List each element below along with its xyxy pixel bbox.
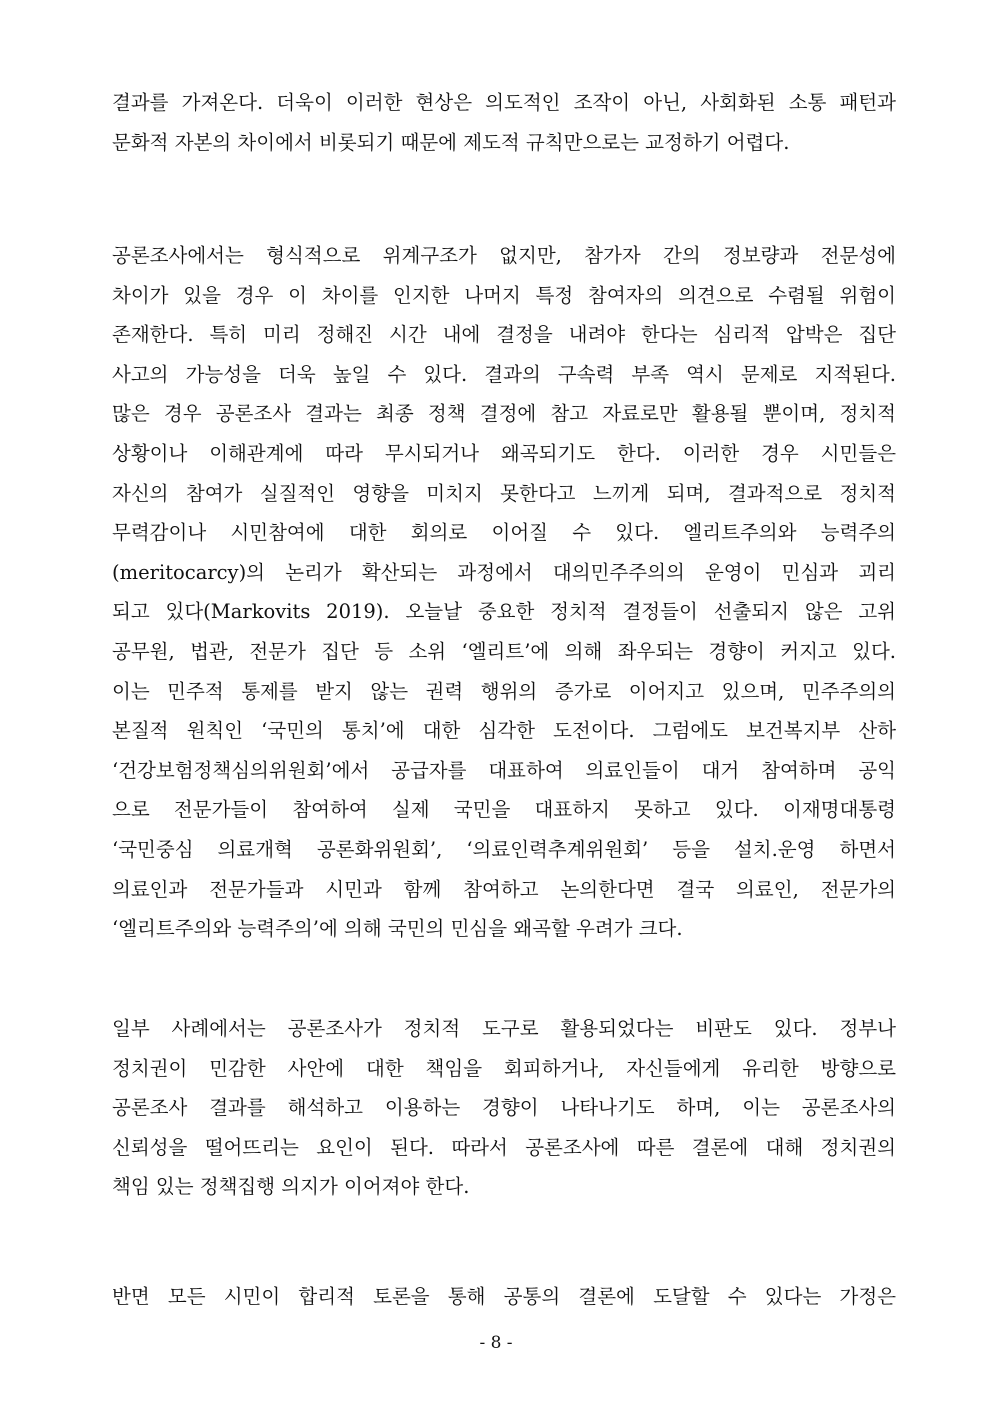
paragraph [112,83,896,162]
text-line: 많은 경우 공론조사 결과는 최종 정책 결정에 참고 자료로만 활용될 뿐이며, 정치적 [112,402,896,426]
text-line: 의료인과 전문가들과 시민과 함께 참여하고 논의한다면 결국 의료인, 전문가의 [112,877,896,901]
text-line: 무력감이나 시민참여에 대한 회의로 이어질 수 있다. 엘리트주의와 능력주의 [112,521,896,545]
text-line: 결과를 가져온다. 더욱이 이러한 현상은 의도적인 조작이 아닌, 사회화된 소통 패턴과 [112,91,896,114]
text-line: 이는 민주적 통제를 받지 않는 권력 행위의 증가로 이어지고 있으며, 민주주의의 [112,679,896,703]
paragraph [112,1277,896,1317]
paragraph [112,1009,896,1207]
text-line: 차이가 있을 경우 이 차이를 인지한 나머지 특정 참여자의 의견으로 수렴될 위험이 [112,283,896,307]
text-line: 되고 있다(Markovits 2019). 오늘날 중요한 정치적 결정들이 선출되지 않은 고위 [112,600,896,624]
text-line: 상황이나 이해관계에 따라 무시되거나 왜곡되기도 한다. 이러한 경우 시민들은 [112,441,896,465]
text-line: (meritocarcy)의 논리가 확산되는 과정에서 대의민주주의의 운영이 민심과 괴리 [112,560,896,584]
text-line: 책임 있는 정책집행 의지가 이어져야 한다. [112,1175,470,1199]
text-line: 으로 전문가들이 참여하여 실제 국민을 대표하지 못하고 있다. 이재명대통령 [112,798,896,822]
text-line: 문화적 자본의 차이에서 비롯되기 때문에 제도적 규칙만으로는 교정하기 어렵다. [112,130,790,154]
text-line: 자신의 참여가 실질적인 영향을 미치지 못한다고 느끼게 되며, 결과적으로 정치적 [112,481,896,505]
text-line: 공무원, 법관, 전문가 집단 등 소위 ‘엘리트’에 의해 좌우되는 경향이 커지고 있다. [112,639,896,663]
text-line: 공론조사에서는 형식적으로 위계구조가 없지만, 참가자 간의 정보량과 전문성에 [112,244,896,267]
paragraph [112,236,896,949]
text-line: 신뢰성을 떨어뜨리는 요인이 된다. 따라서 공론조사에 따른 결론에 대해 정치권의 [112,1135,896,1159]
page-number: - 8 - [479,1333,513,1353]
text-line: 사고의 가능성을 더욱 높일 수 있다. 결과의 구속력 부족 역시 문제로 지적된다. [112,362,896,386]
text-line: 일부 사례에서는 공론조사가 정치적 도구로 활용되었다는 비판도 있다. 정부나 [112,1017,896,1040]
text-line: ‘건강보험정책심의위원회’에서 공급자를 대표하여 의료인들이 대거 참여하며 공익 [112,758,896,782]
text-line: 반면 모든 시민이 합리적 토론을 통해 공통의 결론에 도달할 수 있다는 가정은 [112,1285,896,1308]
text-line: 정치권이 민감한 사안에 대한 책임을 회피하거나, 자신들에게 유리한 방향으로 [112,1056,896,1080]
text-line: ‘엘리트주의와 능력주의’에 의해 국민의 민심을 왜곡할 우려가 크다. [112,917,683,941]
text-line: 존재한다. 특히 미리 정해진 시간 내에 결정을 내려야 한다는 심리적 압박은 집단 [112,323,896,347]
text-line: ‘국민중심 의료개혁 공론화위원회’, ‘의료인력추계위원회’ 등을 설치.운영 하면서 [112,837,896,861]
text-line: 본질적 원칙인 ‘국민의 통치’에 대한 심각한 도전이다. 그럼에도 보건복지부 산하 [112,719,896,743]
text-line: 공론조사 결과를 해석하고 이용하는 경향이 나타나기도 하며, 이는 공론조사의 [112,1096,896,1120]
